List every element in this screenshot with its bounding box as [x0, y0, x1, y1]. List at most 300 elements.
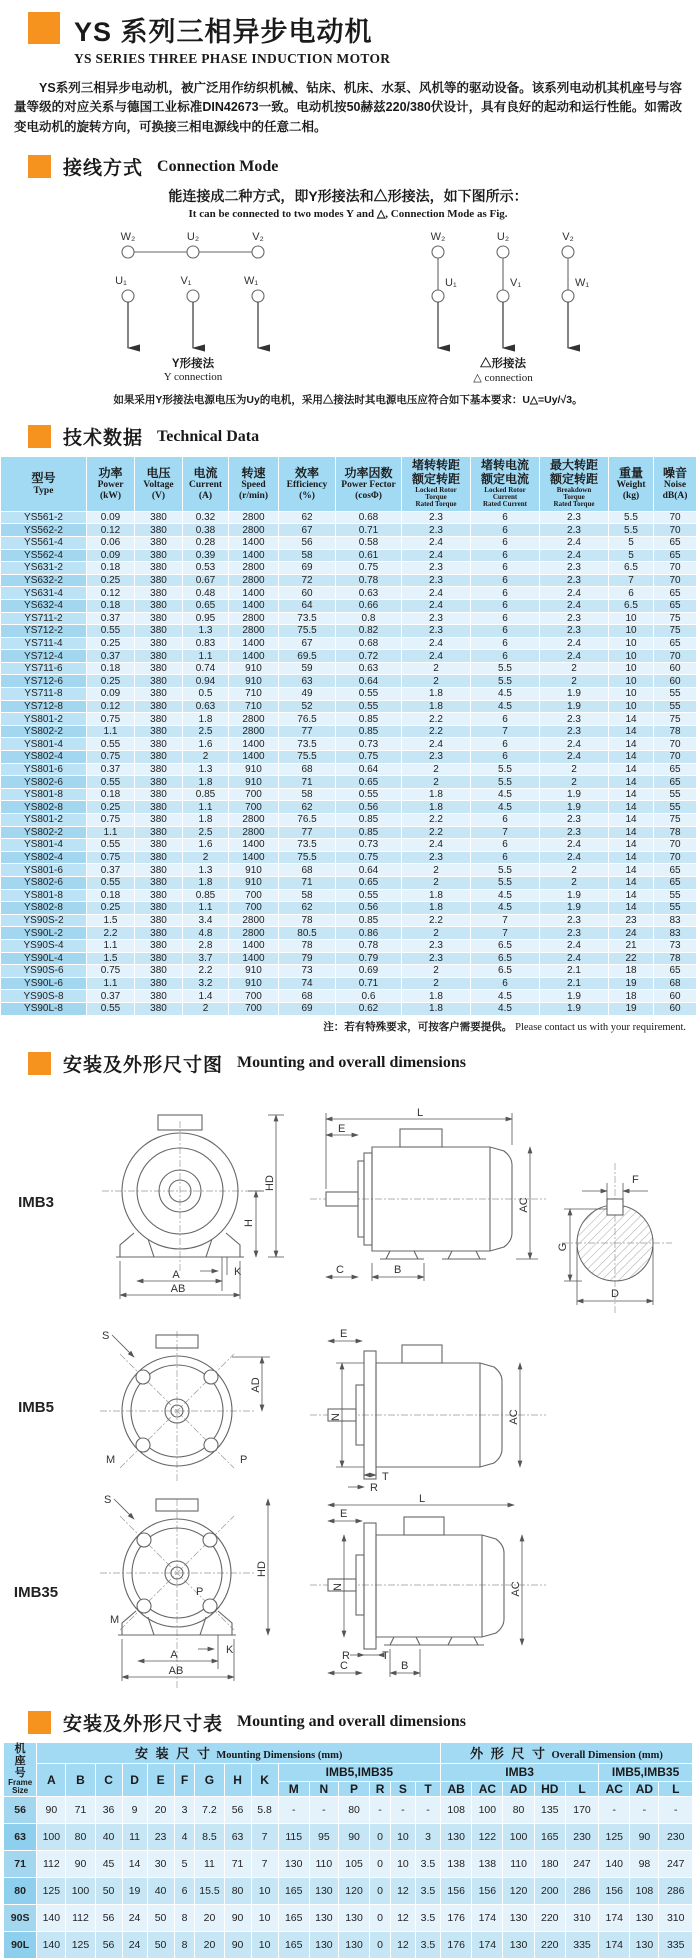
tech-cell: 1.8 — [402, 1002, 471, 1015]
dim-cell: 156 — [599, 1877, 630, 1904]
tech-cell: 0.18 — [87, 599, 135, 612]
tech-cell: 1.1 — [183, 650, 229, 663]
tech-cell: 1.9 — [540, 700, 609, 713]
tech-table-row — [1, 826, 696, 839]
tech-cell: 380 — [135, 801, 183, 814]
tech-cell: 6 — [471, 839, 540, 852]
tech-cell: 380 — [135, 927, 183, 940]
dim-cell: 286 — [565, 1877, 598, 1904]
tech-cell-type: YS711-2 — [1, 612, 87, 625]
dim-col-header: G — [195, 1763, 224, 1796]
tech-cell: 65 — [654, 876, 696, 889]
tech-cell: 380 — [135, 977, 183, 990]
dim-cell: 165 — [278, 1904, 309, 1931]
tech-cell: 10 — [609, 700, 654, 713]
tech-cell: 0.37 — [87, 650, 135, 663]
tech-cell: 6 — [471, 536, 540, 549]
dim-cell: 3.5 — [415, 1877, 440, 1904]
tech-table-row — [1, 776, 696, 789]
tech-cell: 0.48 — [183, 587, 229, 600]
tech-cell: 380 — [135, 536, 183, 549]
tech-table-row — [1, 763, 696, 776]
tech-cell: 0.55 — [87, 876, 135, 889]
dim-cell: 105 — [338, 1850, 369, 1877]
tech-cell: 5.5 — [471, 763, 540, 776]
tech-cell: 2.3 — [540, 814, 609, 827]
dim-cell: 220 — [534, 1931, 565, 1958]
tech-cell: 65 — [654, 965, 696, 978]
dim-col-header: L — [659, 1781, 693, 1796]
tech-cell: 380 — [135, 776, 183, 789]
tech-table-row — [1, 738, 696, 751]
tech-cell: 5.5 — [471, 864, 540, 877]
tech-cell: 2800 — [229, 524, 279, 537]
dim-cell: 45 — [95, 1850, 122, 1877]
tech-table-row — [1, 612, 696, 625]
tech-cell: 1.8 — [402, 889, 471, 902]
dim-label-b: B — [401, 1660, 408, 1672]
tech-cell: 67 — [279, 524, 336, 537]
tech-cell: 77 — [279, 725, 336, 738]
tech-cell-type: YS802-8 — [1, 801, 87, 814]
tech-col-header: 功率 Power (kW) — [87, 457, 135, 512]
tech-cell: 76.5 — [279, 814, 336, 827]
tech-table-row — [1, 939, 696, 952]
dim-cell: 130 — [338, 1904, 369, 1931]
tech-cell: 0.37 — [87, 990, 135, 1003]
tech-cell: 910 — [229, 776, 279, 789]
imb5-row — [0, 1323, 696, 1493]
dim-col-header: D — [122, 1763, 147, 1796]
tech-cell: 10 — [609, 612, 654, 625]
tech-cell: 24 — [609, 927, 654, 940]
terminal-label: V₂ — [252, 231, 264, 243]
dim-table-head — [4, 1742, 693, 1796]
tech-table-row — [1, 902, 696, 915]
tech-cell: 6 — [609, 587, 654, 600]
dim-cell: - — [309, 1796, 338, 1823]
tech-cell: 14 — [609, 788, 654, 801]
dim-cell: 56 — [95, 1931, 122, 1958]
dim-cell-frame: 56 — [4, 1796, 37, 1823]
tech-cell: 2.3 — [540, 713, 609, 726]
tech-cell-type: YS90L-8 — [1, 1002, 87, 1015]
dim-cell: 36 — [95, 1796, 122, 1823]
imb35-row — [0, 1493, 696, 1693]
dim-cell: 11 — [122, 1823, 147, 1850]
tech-cell: 0.61 — [336, 549, 402, 562]
tech-table-row — [1, 574, 696, 587]
tech-cell: 75.5 — [279, 625, 336, 638]
dim-col-header: H — [224, 1763, 251, 1796]
tech-col-header: 最大转距 额定转距 Breakdown Torque Rated Torque — [540, 457, 609, 512]
tech-cell: 0.55 — [336, 688, 402, 701]
tech-cell: 0.85 — [336, 725, 402, 738]
dim-cell: 30 — [147, 1850, 174, 1877]
tech-cell: 65 — [654, 599, 696, 612]
tech-table-row — [1, 990, 696, 1003]
imb3-subheader: IMB3 — [441, 1763, 599, 1781]
tech-cell: 2.3 — [540, 826, 609, 839]
dim-label-t: T — [382, 1471, 389, 1483]
dim-label-m: M — [106, 1454, 115, 1466]
tech-table-row — [1, 839, 696, 852]
dim-cell: 5.8 — [251, 1796, 278, 1823]
tech-cell: 7 — [609, 574, 654, 587]
delta-connection-diagram — [393, 226, 613, 384]
tech-cell: 1400 — [229, 637, 279, 650]
tech-cell: 0.69 — [336, 965, 402, 978]
dim-cell: - — [630, 1796, 659, 1823]
tech-cell-type: YS802-2 — [1, 725, 87, 738]
tech-cell: 14 — [609, 864, 654, 877]
tech-cell: 2 — [540, 776, 609, 789]
tech-cell: 0.32 — [183, 511, 229, 524]
tech-cell: 2.3 — [540, 511, 609, 524]
tech-cell: 0.75 — [336, 851, 402, 864]
tech-cell: 2.3 — [402, 511, 471, 524]
dim-label-n: N — [332, 1582, 344, 1590]
tech-cell: 0.5 — [183, 688, 229, 701]
dim-cell: 0 — [370, 1904, 391, 1931]
tech-cell: 0.12 — [87, 587, 135, 600]
tech-cell: 10 — [609, 688, 654, 701]
dim-cell: 63 — [224, 1823, 251, 1850]
tech-cell: 56 — [279, 536, 336, 549]
tech-cell: 0.64 — [336, 864, 402, 877]
tech-cell: 21 — [609, 939, 654, 952]
tech-cell: 2 — [402, 763, 471, 776]
dim-cell: 130 — [309, 1877, 338, 1904]
tech-cell: 0.75 — [336, 562, 402, 575]
tech-cell: 6 — [471, 625, 540, 638]
tech-cell: 380 — [135, 562, 183, 575]
tech-cell: 22 — [609, 952, 654, 965]
tech-cell: 6 — [471, 751, 540, 764]
tech-cell: 0.09 — [87, 688, 135, 701]
dim-cell: 19 — [122, 1877, 147, 1904]
tech-cell: 10 — [609, 675, 654, 688]
dim-cell: 156 — [472, 1877, 503, 1904]
tech-cell: 14 — [609, 851, 654, 864]
dim-col-header: M — [278, 1781, 309, 1796]
tech-cell: 64 — [279, 599, 336, 612]
tech-cell: 2 — [402, 864, 471, 877]
section-title-en: Mounting and overall dimensions — [237, 1713, 466, 1731]
tech-cell: 2.4 — [402, 650, 471, 663]
tech-cell: 2.4 — [402, 587, 471, 600]
tech-cell: 0.38 — [183, 524, 229, 537]
tech-cell: 2800 — [229, 725, 279, 738]
tech-cell: 6 — [471, 574, 540, 587]
section-connection-mode — [28, 153, 696, 180]
connection-diagrams — [0, 226, 696, 384]
tech-cell: 2800 — [229, 826, 279, 839]
tech-cell: 2 — [540, 876, 609, 889]
dim-col-header: P — [338, 1781, 369, 1796]
dim-table-body — [4, 1796, 693, 1958]
tech-cell: 7 — [471, 914, 540, 927]
tech-cell: 1.9 — [540, 801, 609, 814]
dim-col-header: N — [309, 1781, 338, 1796]
dim-cell: 8 — [174, 1931, 195, 1958]
dim-table-row — [4, 1796, 693, 1823]
tech-cell-type: YS801-8 — [1, 788, 87, 801]
tech-cell: 58 — [279, 549, 336, 562]
dim-col-header: C — [95, 1763, 122, 1796]
tech-cell: 1.3 — [183, 763, 229, 776]
tech-cell: 380 — [135, 662, 183, 675]
tech-cell: 380 — [135, 612, 183, 625]
tech-cell-type: YS801-8 — [1, 889, 87, 902]
tech-cell-type: YS802-6 — [1, 776, 87, 789]
tech-cell: 0.65 — [336, 776, 402, 789]
tech-cell: 7 — [471, 725, 540, 738]
tech-cell: 0.63 — [183, 700, 229, 713]
dim-cell: 165 — [278, 1931, 309, 1958]
page-subtitle: YS SERIES THREE PHASE INDUCTION MOTOR — [74, 51, 696, 67]
dim-cell: 138 — [472, 1850, 503, 1877]
tech-cell: 75 — [654, 625, 696, 638]
imb5-imb35-subheader: IMB5,IMB35 — [599, 1763, 693, 1781]
tech-cell-type: YS90S-4 — [1, 939, 87, 952]
tech-cell: 700 — [229, 788, 279, 801]
tech-cell: 65 — [654, 637, 696, 650]
tech-cell: 0.55 — [336, 700, 402, 713]
terminal-label: V₁ — [180, 275, 191, 287]
dim-label-e: E — [340, 1508, 347, 1520]
dim-cell: 80 — [338, 1796, 369, 1823]
tech-cell-type: YS90L-2 — [1, 927, 87, 940]
tech-table-note — [10, 1019, 686, 1034]
dim-cell: 140 — [599, 1850, 630, 1877]
dim-cell: 98 — [630, 1850, 659, 1877]
tech-cell: 55 — [654, 688, 696, 701]
tech-cell: 0.95 — [183, 612, 229, 625]
tech-cell: 65 — [654, 587, 696, 600]
tech-cell: 1.3 — [183, 625, 229, 638]
tech-cell: 3.2 — [183, 977, 229, 990]
dim-cell: - — [415, 1796, 440, 1823]
tech-cell: 1.1 — [87, 977, 135, 990]
dim-label-e: E — [340, 1328, 347, 1340]
tech-cell: 69 — [279, 562, 336, 575]
dim-label-ac: AC — [508, 1409, 520, 1424]
tech-cell: 0.25 — [87, 574, 135, 587]
tech-cell-type: YS801-6 — [1, 864, 87, 877]
tech-cell: 2800 — [229, 574, 279, 587]
dim-col-header: A — [37, 1763, 66, 1796]
tech-cell: 2.4 — [540, 839, 609, 852]
dim-cell-frame: 90S — [4, 1904, 37, 1931]
tech-cell: 6 — [471, 562, 540, 575]
tech-cell: 60 — [654, 662, 696, 675]
tech-cell: 700 — [229, 990, 279, 1003]
tech-cell: 380 — [135, 952, 183, 965]
tech-cell-type: YS802-8 — [1, 902, 87, 915]
tech-table-row — [1, 587, 696, 600]
dim-cell: 90 — [224, 1931, 251, 1958]
dim-cell: 12 — [390, 1904, 415, 1931]
terminal-label: U₁ — [115, 275, 127, 287]
tech-cell: 0.55 — [87, 738, 135, 751]
dim-cell: 0 — [370, 1877, 391, 1904]
tech-cell-type: YS632-4 — [1, 599, 87, 612]
tech-cell: 2.3 — [402, 939, 471, 952]
tech-cell-type: YS631-2 — [1, 562, 87, 575]
tech-cell: 6 — [471, 977, 540, 990]
overall-dimensions-group-header: 外 形 尺 寸 Overall Dimension (mm) — [441, 1742, 693, 1763]
tech-cell: 5.5 — [471, 675, 540, 688]
tech-cell: 1400 — [229, 738, 279, 751]
imb35-side-drawing — [302, 1493, 552, 1693]
tech-cell: 2.4 — [540, 549, 609, 562]
tech-cell: 0.75 — [87, 851, 135, 864]
tech-cell-type: YS801-2 — [1, 814, 87, 827]
tech-cell: 6 — [471, 587, 540, 600]
dim-cell: 130 — [278, 1850, 309, 1877]
tech-cell: 4.5 — [471, 1002, 540, 1015]
dim-cell: 56 — [95, 1904, 122, 1931]
tech-cell: 70 — [654, 511, 696, 524]
imb5-imb35-subheader: IMB5,IMB35 — [278, 1763, 440, 1781]
tech-cell: 2.3 — [402, 574, 471, 587]
imb35-label: IMB35 — [0, 1584, 72, 1601]
tech-cell: 0.75 — [87, 751, 135, 764]
tech-cell-type: YS712-4 — [1, 650, 87, 663]
tech-cell: 700 — [229, 801, 279, 814]
tech-cell: 73.5 — [279, 738, 336, 751]
tech-cell: 72 — [279, 574, 336, 587]
dim-cell: 170 — [565, 1796, 598, 1823]
dim-cell: 100 — [37, 1823, 66, 1850]
tech-cell: 0.55 — [87, 776, 135, 789]
dim-cell: 130 — [503, 1931, 534, 1958]
tech-cell: 710 — [229, 700, 279, 713]
terminal-label: W₂ — [431, 231, 446, 243]
tech-cell: 910 — [229, 662, 279, 675]
terminal-label: V₂ — [562, 231, 574, 243]
dim-label-c: C — [340, 1660, 348, 1672]
tech-table-row — [1, 549, 696, 562]
tech-table-row — [1, 524, 696, 537]
tech-cell-type: YS90S-2 — [1, 914, 87, 927]
dim-label-a: A — [170, 1649, 178, 1661]
tech-cell-type: YS712-6 — [1, 675, 87, 688]
dim-cell: 138 — [441, 1850, 472, 1877]
tech-cell: 2.2 — [402, 814, 471, 827]
tech-cell: 0.66 — [336, 599, 402, 612]
tech-cell: 380 — [135, 650, 183, 663]
dim-cell: 10 — [390, 1850, 415, 1877]
tech-col-header: 重量 Weight (kg) — [609, 457, 654, 512]
tech-cell: 6 — [471, 713, 540, 726]
dim-label-d: D — [611, 1288, 619, 1300]
mounting-dimensions-group-header: 安 装 尺 寸 Mounting Dimensions (mm) — [37, 1742, 441, 1763]
tech-cell: 2.3 — [402, 751, 471, 764]
dim-cell: 80 — [503, 1796, 534, 1823]
dim-cell: 130 — [441, 1823, 472, 1850]
dim-cell: 7.2 — [195, 1796, 224, 1823]
tech-cell: 6.5 — [609, 562, 654, 575]
tech-cell: 78 — [279, 914, 336, 927]
dim-label-k: K — [234, 1266, 242, 1278]
dim-col-header: F — [174, 1763, 195, 1796]
tech-cell: 380 — [135, 965, 183, 978]
tech-cell: 60 — [279, 587, 336, 600]
tech-cell: 380 — [135, 902, 183, 915]
tech-cell: 2 — [402, 675, 471, 688]
tech-cell: 5.5 — [471, 776, 540, 789]
tech-cell: 1400 — [229, 751, 279, 764]
tech-cell: 62 — [279, 902, 336, 915]
tech-table-row — [1, 788, 696, 801]
tech-cell: 380 — [135, 839, 183, 852]
shaft-section-drawing — [552, 1143, 682, 1323]
dim-label-s: S — [102, 1330, 109, 1342]
tech-cell: 1400 — [229, 839, 279, 852]
dim-cell: 176 — [441, 1931, 472, 1958]
tech-cell: 62 — [279, 801, 336, 814]
tech-cell: 380 — [135, 574, 183, 587]
tech-cell: 0.62 — [336, 1002, 402, 1015]
dim-cell: 10 — [251, 1904, 278, 1931]
tech-cell: 0.18 — [87, 788, 135, 801]
section-mounting-table — [28, 1709, 696, 1736]
tech-cell: 2.4 — [402, 536, 471, 549]
tech-cell: 0.78 — [336, 939, 402, 952]
tech-cell: 2 — [540, 675, 609, 688]
tech-cell: 1.6 — [183, 839, 229, 852]
tech-col-header: 转速 Speed (r/min) — [229, 457, 279, 512]
tech-cell: 6 — [471, 599, 540, 612]
tech-cell: 68 — [279, 864, 336, 877]
tech-table-row — [1, 688, 696, 701]
dim-cell: 335 — [565, 1931, 598, 1958]
tech-cell: 14 — [609, 801, 654, 814]
tech-cell-type: YS802-2 — [1, 826, 87, 839]
dim-cell: 23 — [147, 1823, 174, 1850]
dim-col-header: AC — [472, 1781, 503, 1796]
tech-cell: 5.5 — [471, 876, 540, 889]
dim-cell: 174 — [472, 1904, 503, 1931]
dim-cell: 0 — [370, 1823, 391, 1850]
tech-cell: 19 — [609, 1002, 654, 1015]
dim-cell: 174 — [599, 1931, 630, 1958]
tech-cell: 2.3 — [540, 562, 609, 575]
dim-label-c: C — [336, 1264, 344, 1276]
tech-cell-type: YS801-6 — [1, 763, 87, 776]
tech-cell: 2.8 — [183, 939, 229, 952]
dim-cell: 10 — [251, 1877, 278, 1904]
dim-cell: 90 — [224, 1904, 251, 1931]
y-connection-caption-en: Y connection — [83, 371, 303, 383]
tech-cell: 4.5 — [471, 990, 540, 1003]
tech-cell: 73.5 — [279, 612, 336, 625]
tech-cell: 68 — [279, 763, 336, 776]
tech-cell: 80.5 — [279, 927, 336, 940]
dim-cell: 10 — [251, 1931, 278, 1958]
tech-cell: 1.8 — [183, 776, 229, 789]
tech-cell: 62 — [279, 511, 336, 524]
tech-cell: 10 — [609, 650, 654, 663]
dim-cell: 310 — [659, 1904, 693, 1931]
dim-label-n: N — [330, 1412, 342, 1420]
tech-cell: 380 — [135, 688, 183, 701]
tech-cell: 2.2 — [402, 713, 471, 726]
orange-bullet-icon — [28, 425, 51, 448]
tech-cell: 0.73 — [336, 839, 402, 852]
